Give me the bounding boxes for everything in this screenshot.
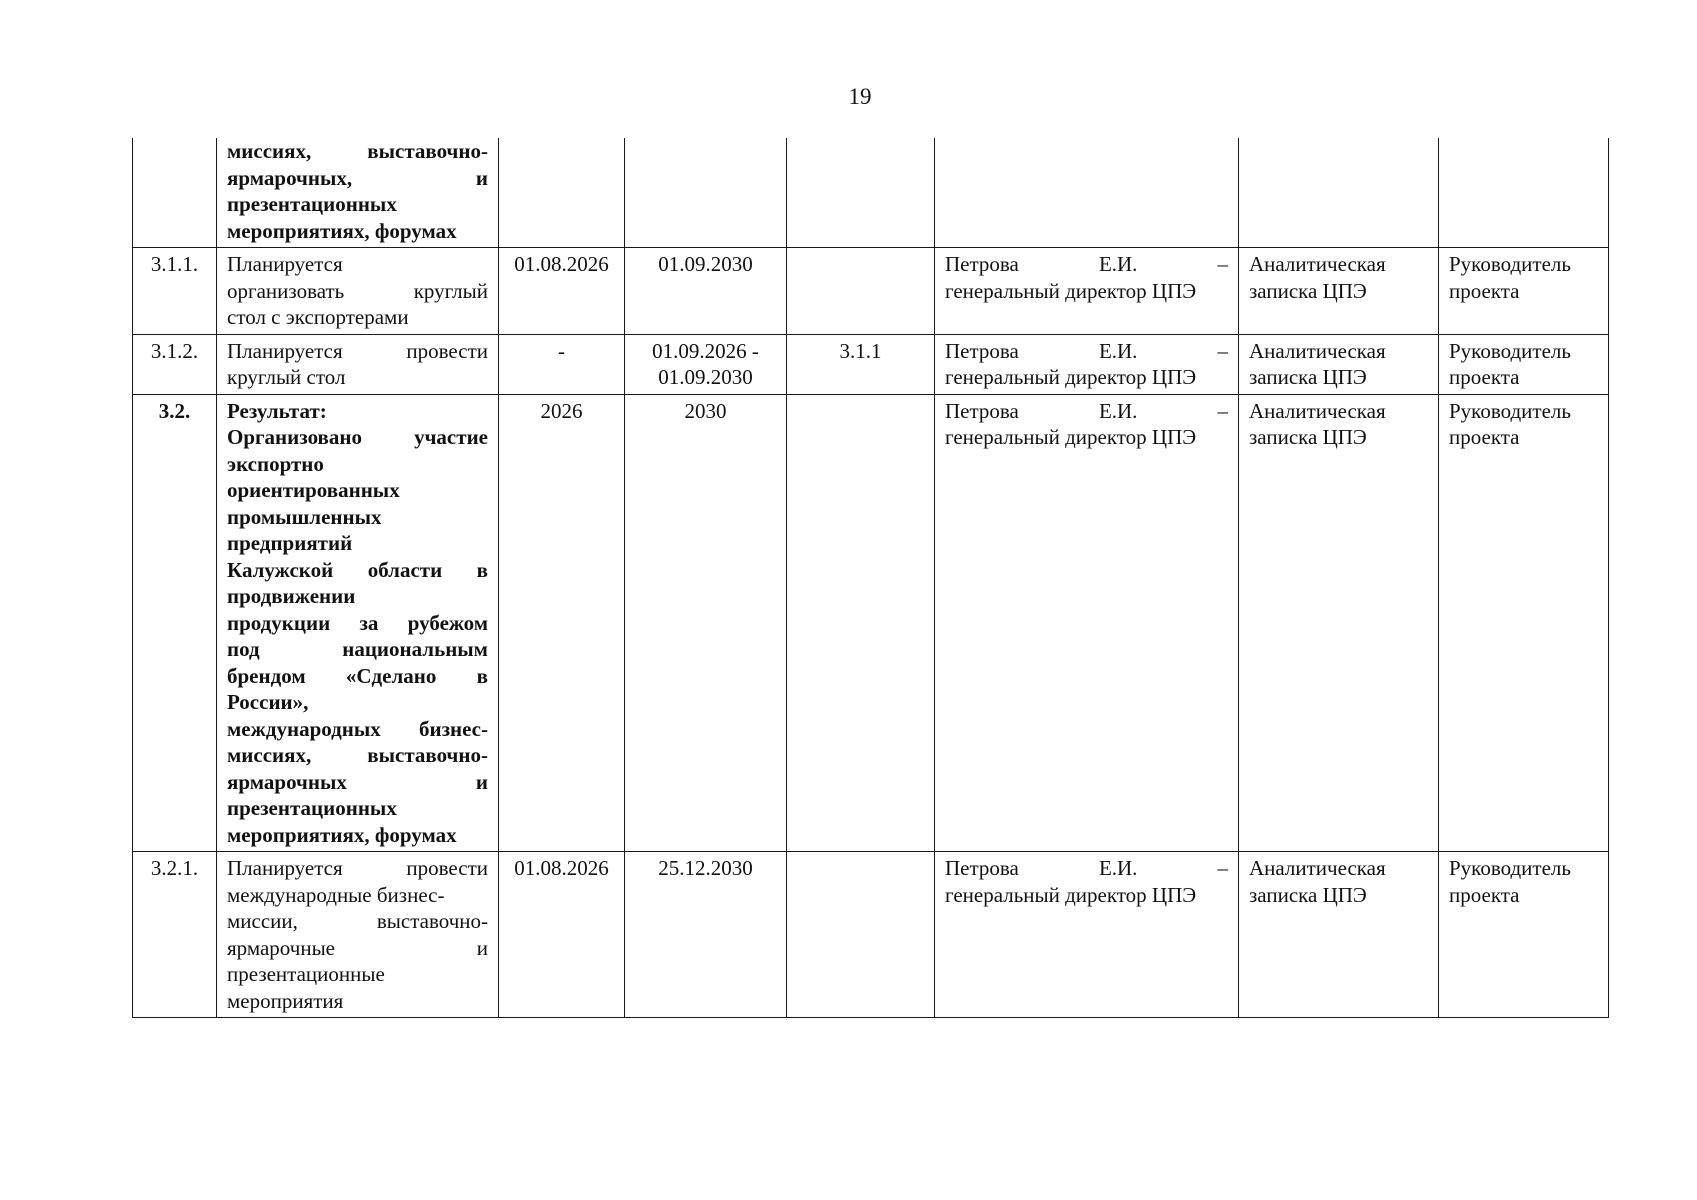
dependency xyxy=(787,248,935,335)
cell-line: Аналитическая xyxy=(1249,856,1386,880)
cell-word: провести xyxy=(406,338,488,363)
cell-word: бизнес- xyxy=(418,716,488,741)
cell-line: Руководитель xyxy=(1449,856,1571,880)
cell-line xyxy=(227,138,488,165)
cell-line: генеральный директор ЦПЭ xyxy=(945,882,1197,907)
cell-word: Е.И. xyxy=(1098,856,1138,880)
cell-line: мероприятиях, форумах xyxy=(227,822,457,847)
cell-line xyxy=(227,742,488,769)
responsible xyxy=(935,334,1239,394)
row-number: 3.2.1. xyxy=(133,852,217,1018)
start-date: - xyxy=(499,334,625,394)
cell-line: генеральный директор ЦПЭ xyxy=(945,365,1197,389)
result-document xyxy=(1239,138,1439,248)
cell-line xyxy=(227,855,488,882)
cell-word: и xyxy=(475,769,488,794)
row-name xyxy=(217,394,499,852)
table-row xyxy=(133,334,1609,394)
result-document xyxy=(1239,394,1439,852)
dependency xyxy=(787,394,935,852)
cell-line: промышленных xyxy=(227,504,382,529)
start-date xyxy=(499,138,625,248)
responsible xyxy=(935,394,1239,852)
cell-line: 01.09.2026 - xyxy=(652,338,759,363)
result-document xyxy=(1239,334,1439,394)
cell-line: 01.09.2030 xyxy=(658,365,753,389)
cell-word: Петрова xyxy=(945,398,1019,423)
cell-line: мероприятиях, форумах xyxy=(227,218,457,243)
cell-line: 2030 xyxy=(684,398,727,423)
cell-line xyxy=(227,908,488,935)
cell-line xyxy=(227,663,488,690)
table-row xyxy=(133,852,1609,1018)
cell-line: презентационных xyxy=(227,796,397,820)
cell-word: рубежом xyxy=(407,610,488,635)
cell-line xyxy=(945,398,1228,425)
cell-word: Е.И. xyxy=(1098,398,1138,423)
cell-word: Е.И. xyxy=(1098,338,1138,363)
cell-word: продукции xyxy=(227,610,331,635)
cell-line xyxy=(227,610,488,637)
cell-word: ярмарочные xyxy=(227,935,335,960)
cell-word: круглый xyxy=(413,278,488,303)
cell-line xyxy=(945,338,1228,365)
end-date xyxy=(625,248,787,335)
responsible xyxy=(935,248,1239,335)
start-date: 01.08.2026 xyxy=(499,248,625,335)
cell-line: записка ЦПЭ xyxy=(1249,278,1367,303)
cell-line: проекта xyxy=(1449,278,1520,303)
cell-line xyxy=(227,769,488,796)
cell-line: Руководитель xyxy=(1449,398,1571,423)
cell-line: проекта xyxy=(1449,425,1520,449)
cell-line: записка ЦПЭ xyxy=(1249,365,1367,389)
control-level xyxy=(1439,138,1609,248)
cell-word: Планируется xyxy=(227,856,343,880)
cell-word: – xyxy=(1217,398,1228,423)
cell-line: 01.09.2030 xyxy=(658,252,753,276)
cell-line xyxy=(227,165,488,192)
activity-table xyxy=(132,138,1609,1018)
cell-word: национальным xyxy=(342,637,488,661)
row-name xyxy=(217,138,499,248)
responsible xyxy=(935,852,1239,1018)
row-number xyxy=(133,138,217,248)
table-row xyxy=(133,394,1609,852)
row-number: 3.1.1. xyxy=(133,248,217,335)
cell-line xyxy=(227,935,488,962)
cell-word: под xyxy=(227,637,260,661)
cell-word: и xyxy=(476,935,488,960)
cell-word: международных xyxy=(227,716,381,741)
cell-line xyxy=(945,855,1228,882)
cell-word: Организовано xyxy=(227,425,362,449)
cell-line: записка ЦПЭ xyxy=(1249,425,1367,449)
cell-line: Руководитель xyxy=(1449,338,1571,363)
cell-word: и xyxy=(475,165,488,190)
cell-line: мероприятия xyxy=(227,988,344,1013)
cell-line: Аналитическая xyxy=(1249,252,1386,276)
cell-word: миссии, xyxy=(227,909,298,933)
cell-line: Планируется xyxy=(227,252,343,276)
cell-line xyxy=(945,251,1228,278)
cell-word: организовать xyxy=(227,278,345,303)
row-name xyxy=(217,334,499,394)
cell-line: генеральный директор ЦПЭ xyxy=(945,425,1197,449)
cell-word: выставочно- xyxy=(367,139,488,163)
cell-line: 25.12.2030 xyxy=(658,856,753,880)
cell-line: Аналитическая xyxy=(1249,338,1386,363)
row-number: 3.2. xyxy=(133,394,217,852)
cell-word: в xyxy=(476,663,488,688)
cell-word: – xyxy=(1217,252,1228,276)
dependency: 3.1.1 xyxy=(787,334,935,394)
cell-line: презентационных xyxy=(227,192,397,216)
cell-line xyxy=(227,557,488,584)
cell-line: генеральный директор ЦПЭ xyxy=(945,278,1197,303)
cell-word: ярмарочных xyxy=(227,769,347,794)
cell-word: выставочно- xyxy=(367,743,488,767)
cell-line: экспортно xyxy=(227,451,324,476)
start-date: 2026 xyxy=(499,394,625,852)
cell-word: миссиях, xyxy=(227,743,312,767)
cell-line: стол с экспортерами xyxy=(227,305,409,329)
cell-line: Аналитическая xyxy=(1249,398,1386,423)
row-name xyxy=(217,248,499,335)
cell-line: проекта xyxy=(1449,365,1520,389)
cell-line: международные бизнес- xyxy=(227,882,445,907)
cell-word: Планируется xyxy=(227,338,343,363)
table-row xyxy=(133,248,1609,335)
cell-word: Петрова xyxy=(945,338,1019,363)
end-date xyxy=(625,394,787,852)
cell-word: ярмарочных, xyxy=(227,165,353,190)
dependency xyxy=(787,852,935,1018)
control-level xyxy=(1439,248,1609,335)
cell-line: Руководитель xyxy=(1449,252,1571,276)
dependency xyxy=(787,138,935,248)
cell-word: Петрова xyxy=(945,252,1019,276)
cell-line xyxy=(227,716,488,743)
cell-word: провести xyxy=(406,856,488,880)
control-level xyxy=(1439,334,1609,394)
cell-line: России», xyxy=(227,690,309,714)
result-document xyxy=(1239,852,1439,1018)
cell-line: ориентированных xyxy=(227,478,400,502)
cell-line: Результат: xyxy=(227,398,327,423)
cell-word: – xyxy=(1217,856,1228,880)
cell-word: участие xyxy=(414,425,488,449)
cell-word: миссиях, xyxy=(227,139,312,163)
control-level xyxy=(1439,394,1609,852)
result-document xyxy=(1239,248,1439,335)
cell-word: выставочно- xyxy=(376,909,488,933)
end-date xyxy=(625,138,787,248)
cell-line xyxy=(227,424,488,451)
cell-word: в xyxy=(476,557,488,582)
cell-line: предприятий xyxy=(227,531,353,555)
cell-word: Е.И. xyxy=(1098,252,1138,276)
cell-word: Калужской xyxy=(227,557,334,582)
cell-line xyxy=(227,338,488,365)
cell-word: «Сделано xyxy=(345,663,437,688)
cell-word: Петрова xyxy=(945,856,1019,880)
cell-line xyxy=(227,278,488,305)
cell-line xyxy=(227,636,488,663)
cell-line: круглый стол xyxy=(227,365,346,389)
end-date xyxy=(625,852,787,1018)
cell-word: за xyxy=(359,610,379,635)
page-number: 19 xyxy=(848,84,872,109)
row-name xyxy=(217,852,499,1018)
end-date xyxy=(625,334,787,394)
row-number: 3.1.2. xyxy=(133,334,217,394)
cell-line: презентационные xyxy=(227,962,385,986)
control-level xyxy=(1439,852,1609,1018)
cell-word: брендом xyxy=(227,663,306,688)
cell-line: проекта xyxy=(1449,882,1520,907)
start-date: 01.08.2026 xyxy=(499,852,625,1018)
table-row xyxy=(133,138,1609,248)
cell-line: записка ЦПЭ xyxy=(1249,882,1367,907)
cell-word: области xyxy=(367,557,443,582)
cell-word: – xyxy=(1217,338,1228,363)
cell-line: продвижении xyxy=(227,584,356,608)
responsible xyxy=(935,138,1239,248)
